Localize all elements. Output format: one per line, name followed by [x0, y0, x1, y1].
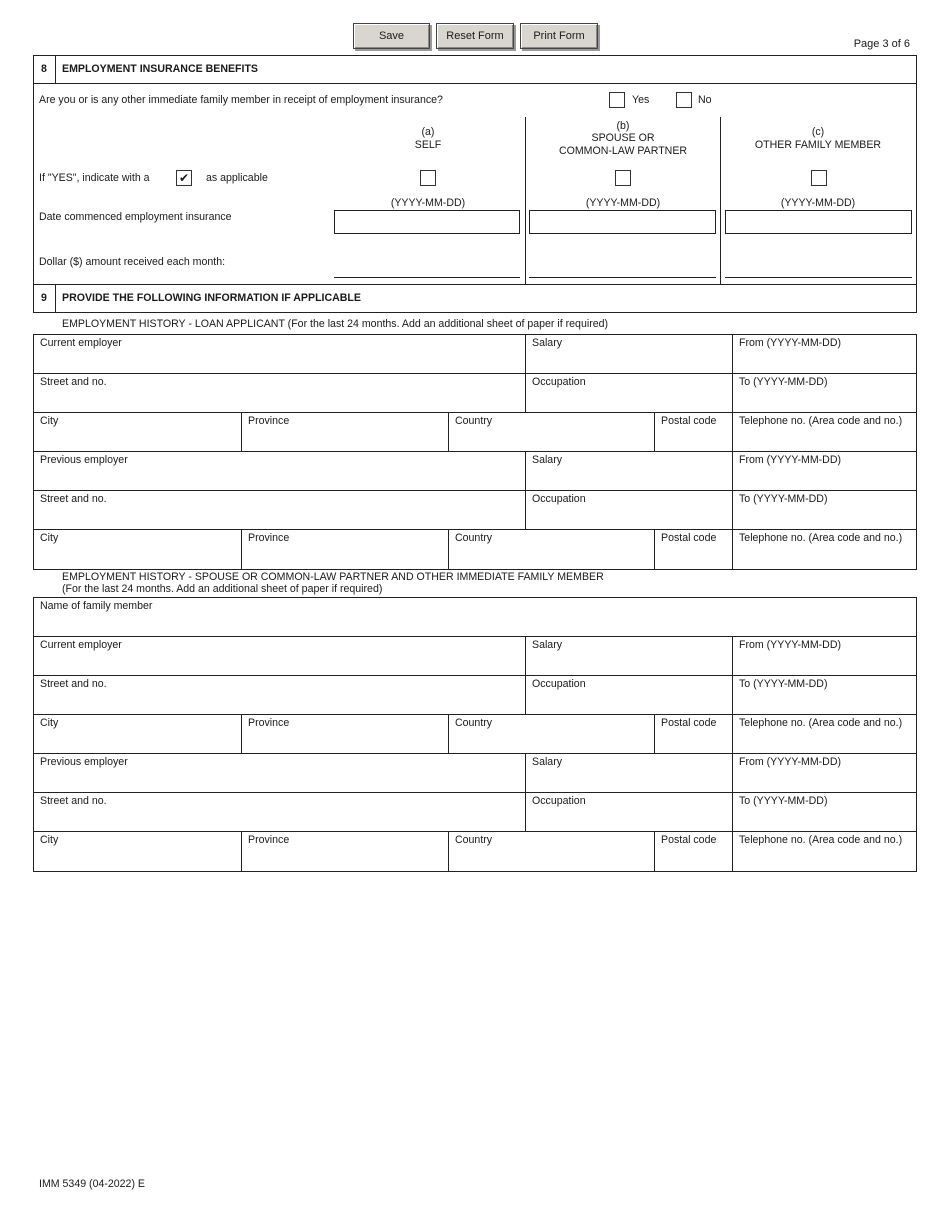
reset-form-button[interactable]: Reset Form	[436, 23, 514, 49]
family-current-row-1	[34, 637, 916, 676]
col-c-title: OTHER FAMILY MEMBER	[754, 139, 882, 151]
family-previous-occupation-field[interactable]: Occupation	[525, 793, 732, 832]
applicant-previous-from-field[interactable]: From (YYYY-MM-DD)	[732, 452, 916, 491]
family-previous-row-3	[34, 832, 916, 871]
applicant-previous-row-3	[34, 530, 916, 569]
col-a-title: SELF	[414, 139, 442, 151]
section-9-number-divider	[55, 284, 56, 313]
example-checkmark-icon: ✔	[176, 170, 192, 186]
applicant-current-row-1	[34, 335, 916, 374]
col-b-line1: SPOUSE OR	[591, 132, 655, 144]
col-b-divider	[525, 117, 526, 285]
self-amount-input[interactable]	[334, 277, 520, 278]
date-commenced-label: Date commenced employment insurance	[39, 211, 232, 223]
section-8-header-divider	[33, 83, 917, 84]
family-current-to-field[interactable]: To (YYYY-MM-DD)	[732, 676, 916, 715]
dollar-amount-label: Dollar ($) amount received each month:	[39, 256, 226, 268]
family-current-street-field[interactable]: Street and no.	[40, 678, 107, 690]
family-previous-street-field[interactable]: Street and no.	[40, 795, 107, 807]
family-current-row-3	[34, 715, 916, 754]
if-yes-instruction: If "YES", indicate with a	[39, 172, 150, 184]
applicant-current-postal-field[interactable]: Postal code	[654, 413, 732, 452]
family-current-from-field[interactable]: From (YYYY-MM-DD)	[732, 637, 916, 676]
col-b-letter: (b)	[616, 120, 630, 132]
family-current-employer-field[interactable]: Current employer	[40, 639, 122, 651]
section-8-frame	[33, 55, 917, 285]
family-current-row-2	[34, 676, 916, 715]
family-current-postal-field[interactable]: Postal code	[654, 715, 732, 754]
family-name-row	[34, 598, 916, 637]
section-8-title: EMPLOYMENT INSURANCE BENEFITS	[62, 63, 258, 75]
family-current-city-field[interactable]: City	[40, 717, 59, 729]
family-current-phone-field[interactable]: Telephone no. (Area code and no.)	[732, 715, 916, 754]
other-date-input[interactable]	[725, 210, 912, 234]
save-button[interactable]: Save	[353, 23, 430, 49]
family-previous-province-field[interactable]: Province	[241, 832, 448, 871]
ei-yes-label: Yes	[632, 94, 650, 106]
applicant-previous-postal-field[interactable]: Postal code	[654, 530, 732, 569]
applicant-current-city-field[interactable]: City	[40, 415, 59, 427]
spouse-checkbox[interactable]	[615, 170, 631, 186]
family-previous-postal-field[interactable]: Postal code	[654, 832, 732, 871]
applicant-previous-employer-field[interactable]: Previous employer	[40, 454, 128, 466]
applicant-previous-phone-field[interactable]: Telephone no. (Area code and no.)	[732, 530, 916, 569]
as-applicable-label: as applicable	[206, 172, 268, 184]
applicant-current-to-field[interactable]: To (YYYY-MM-DD)	[732, 374, 916, 413]
ei-question: Are you or is any other immediate family member in receipt of employment insurance?	[39, 94, 443, 106]
col-b-line2: COMMON-LAW PARTNER	[558, 145, 688, 157]
family-previous-employer-field[interactable]: Previous employer	[40, 756, 128, 768]
ei-yes-checkbox[interactable]	[609, 92, 625, 108]
other-family-checkbox[interactable]	[811, 170, 827, 186]
col-c-divider	[720, 117, 721, 285]
family-current-salary-field[interactable]: Salary	[525, 637, 732, 676]
applicant-current-street-field[interactable]: Street and no.	[40, 376, 107, 388]
family-previous-city-field[interactable]: City	[40, 834, 59, 846]
applicant-previous-row-1	[34, 452, 916, 491]
family-history-heading-line2: (For the last 24 months. Add an additional sheet of paper if required)	[62, 583, 383, 595]
section-9-title: PROVIDE THE FOLLOWING INFORMATION IF APPLICABLE	[62, 292, 361, 304]
ei-no-checkbox[interactable]	[676, 92, 692, 108]
applicant-previous-province-field[interactable]: Province	[241, 530, 448, 569]
family-previous-phone-field[interactable]: Telephone no. (Area code and no.)	[732, 832, 916, 871]
applicant-current-salary-field[interactable]: Salary	[525, 335, 732, 374]
family-previous-country-field[interactable]: Country	[448, 832, 654, 871]
family-previous-row-2	[34, 793, 916, 832]
family-history-heading-line1: EMPLOYMENT HISTORY - SPOUSE OR COMMON-LAW PARTNER AND OTHER IMMEDIATE FAMILY MEMBER	[62, 571, 604, 583]
self-checkbox[interactable]	[420, 170, 436, 186]
ei-no-label: No	[698, 94, 712, 106]
other-date-format: (YYYY-MM-DD)	[780, 197, 856, 209]
col-a-letter: (a)	[421, 126, 435, 138]
col-c-letter: (c)	[811, 126, 825, 138]
family-previous-from-field[interactable]: From (YYYY-MM-DD)	[732, 754, 916, 793]
print-form-button[interactable]: Print Form	[520, 23, 598, 49]
spouse-date-format: (YYYY-MM-DD)	[585, 197, 661, 209]
section-8-number: 8	[41, 63, 47, 75]
spouse-date-input[interactable]	[529, 210, 716, 234]
other-amount-input[interactable]	[725, 277, 912, 278]
self-date-input[interactable]	[334, 210, 520, 234]
applicant-previous-country-field[interactable]: Country	[448, 530, 654, 569]
applicant-current-country-field[interactable]: Country	[448, 413, 654, 452]
applicant-current-employer-field[interactable]: Current employer	[40, 337, 122, 349]
form-id-footer: IMM 5349 (04-2022) E	[39, 1178, 145, 1190]
family-employment-grid	[33, 597, 917, 872]
family-previous-salary-field[interactable]: Salary	[525, 754, 732, 793]
applicant-previous-city-field[interactable]: City	[40, 532, 59, 544]
section-8-number-divider	[55, 55, 56, 83]
applicant-previous-street-field[interactable]: Street and no.	[40, 493, 107, 505]
applicant-previous-to-field[interactable]: To (YYYY-MM-DD)	[732, 491, 916, 530]
applicant-current-row-3	[34, 413, 916, 452]
page-number: Page 3 of 6	[853, 38, 910, 50]
family-current-occupation-field[interactable]: Occupation	[525, 676, 732, 715]
applicant-previous-occupation-field[interactable]: Occupation	[525, 491, 732, 530]
applicant-current-phone-field[interactable]: Telephone no. (Area code and no.)	[732, 413, 916, 452]
section-9-number: 9	[41, 292, 47, 304]
applicant-previous-row-2	[34, 491, 916, 530]
applicant-current-row-2	[34, 374, 916, 413]
family-current-country-field[interactable]: Country	[448, 715, 654, 754]
family-previous-to-field[interactable]: To (YYYY-MM-DD)	[732, 793, 916, 832]
spouse-amount-input[interactable]	[529, 277, 716, 278]
applicant-employment-grid	[33, 334, 917, 570]
self-date-format: (YYYY-MM-DD)	[390, 197, 466, 209]
applicant-current-occupation-field[interactable]: Occupation	[525, 374, 732, 413]
family-member-name-field[interactable]: Name of family member	[40, 600, 153, 612]
applicant-current-from-field[interactable]: From (YYYY-MM-DD)	[732, 335, 916, 374]
family-current-province-field[interactable]: Province	[241, 715, 448, 754]
family-previous-row-1	[34, 754, 916, 793]
applicant-previous-salary-field[interactable]: Salary	[525, 452, 732, 491]
applicant-history-heading: EMPLOYMENT HISTORY - LOAN APPLICANT (For the last 24 months. Add an additional sheet of paper if required)	[62, 318, 609, 330]
applicant-current-province-field[interactable]: Province	[241, 413, 448, 452]
